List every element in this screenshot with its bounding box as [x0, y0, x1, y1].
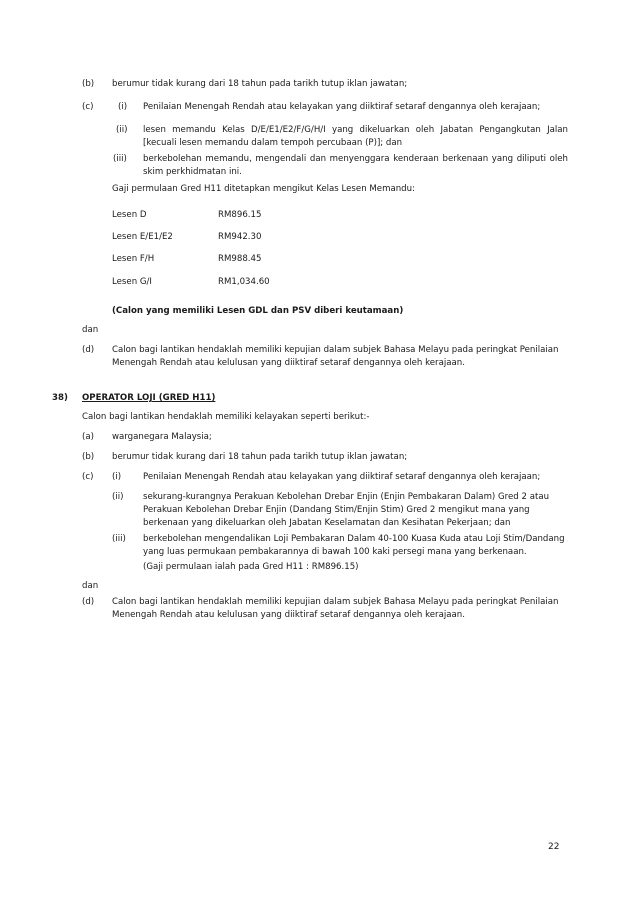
salary-amount: RM1,034.60: [218, 277, 270, 287]
list-marker-d: (d): [82, 345, 95, 355]
list-marker-a: (a): [82, 432, 94, 442]
sub-marker-i: (i): [112, 472, 122, 482]
list-marker-d: (d): [82, 597, 95, 607]
section-intro: Calon bagi lantikan hendaklah memiliki kelayakan seperti berikut:-: [82, 412, 370, 422]
salary-licence: Lesen G/I: [112, 277, 152, 287]
salary-amount: RM988.45: [218, 254, 262, 264]
connector-dan: dan: [82, 325, 99, 335]
salary-amount: RM896.15: [218, 210, 262, 220]
requirement-age: berumur tidak kurang dari 18 tahun pada tarikh tutup iklan jawatan;: [112, 452, 408, 462]
requirement-bahasa-melayu: Calon bagi lantikan hendaklah memiliki kepujian dalam subjek Bahasa Melayu pada peringkat Penilaian Menengah Rendah atau kelulusan yang diiktiraf setaraf dengannya oleh kerajaan.: [112, 345, 559, 368]
requirement-education: Penilaian Menengah Rendah atau kelayakan yang diiktiraf setaraf dengannya oleh kerajaan;: [143, 472, 541, 482]
section-title: OPERATOR LOJI (GRED H11): [82, 393, 216, 403]
salary-note: (Gaji permulaan ialah pada Gred H11 : RM896.15): [143, 562, 359, 572]
sub-marker-iii: (iii): [112, 534, 126, 544]
salary-amount: RM942.30: [218, 232, 262, 242]
list-marker-b: (b): [82, 79, 95, 89]
sub-marker-ii: (ii): [112, 492, 124, 502]
list-marker-c: (c): [82, 102, 94, 112]
requirement-driving-ability: berkebolehan memandu, mengendali dan menyenggara kenderaan berkenaan yang diliputi oleh skim perkhidmatan ini.: [143, 154, 568, 177]
salary-licence: Lesen F/H: [112, 254, 155, 264]
page-number: 22: [548, 842, 560, 852]
list-marker-b: (b): [82, 452, 95, 462]
salary-intro: Gaji permulaan Gred H11 ditetapkan mengikut Kelas Lesen Memandu:: [112, 184, 415, 194]
section-number: 38): [52, 393, 68, 403]
connector-dan: dan: [82, 581, 99, 591]
requirement-citizenship: warganegara Malaysia;: [112, 432, 212, 442]
requirement-engine-certificate: sekurang-kurangnya Perakuan Kebolehan Drebar Enjin (Enjin Pembakaran Dalam) Gred 2 atau Perakuan Kebolehan Drebar Enjin (Dandang Stim/Enjin Stim) Gred 2 mengikut mana yang berkenaan yang dikeluarkan oleh Jabatan Keselamatan dan Kesihatan Pekerjaan; dan: [143, 492, 550, 528]
salary-licence: Lesen D: [112, 210, 147, 220]
sub-marker-iii: (iii): [113, 154, 127, 164]
list-marker-c: (c): [82, 472, 94, 482]
requirement-plant-operation: berkebolehan mengendalikan Loji Pembakaran Dalam 40-100 Kuasa Kuda atau Loji Stim/Dandang yang luas permukaan pembakarannya di bawah 100 kaki persegi mana yang berkenaan.: [143, 534, 565, 557]
requirement-licence: lesen memandu Kelas D/E/E1/E2/F/G/H/I yang dikeluarkan oleh Jabatan Pengangkutan Jalan [kecuali lesen memandu dalam tempoh percubaan (P)]; dan: [143, 125, 568, 148]
sub-marker-i: (i): [118, 102, 128, 112]
requirement-age: berumur tidak kurang dari 18 tahun pada tarikh tutup iklan jawatan;: [112, 79, 408, 89]
priority-note: (Calon yang memiliki Lesen GDL dan PSV diberi keutamaan): [112, 306, 404, 316]
salary-licence: Lesen E/E1/E2: [112, 232, 173, 242]
requirement-bahasa-melayu: Calon bagi lantikan hendaklah memiliki kepujian dalam subjek Bahasa Melayu pada peringkat Penilaian Menengah Rendah atau kelulusan yang diiktiraf setaraf dengannya oleh kerajaan.: [112, 597, 559, 620]
requirement-education: Penilaian Menengah Rendah atau kelayakan yang diiktiraf setaraf dengannya oleh kerajaan;: [143, 102, 541, 112]
sub-marker-ii: (ii): [116, 125, 128, 135]
